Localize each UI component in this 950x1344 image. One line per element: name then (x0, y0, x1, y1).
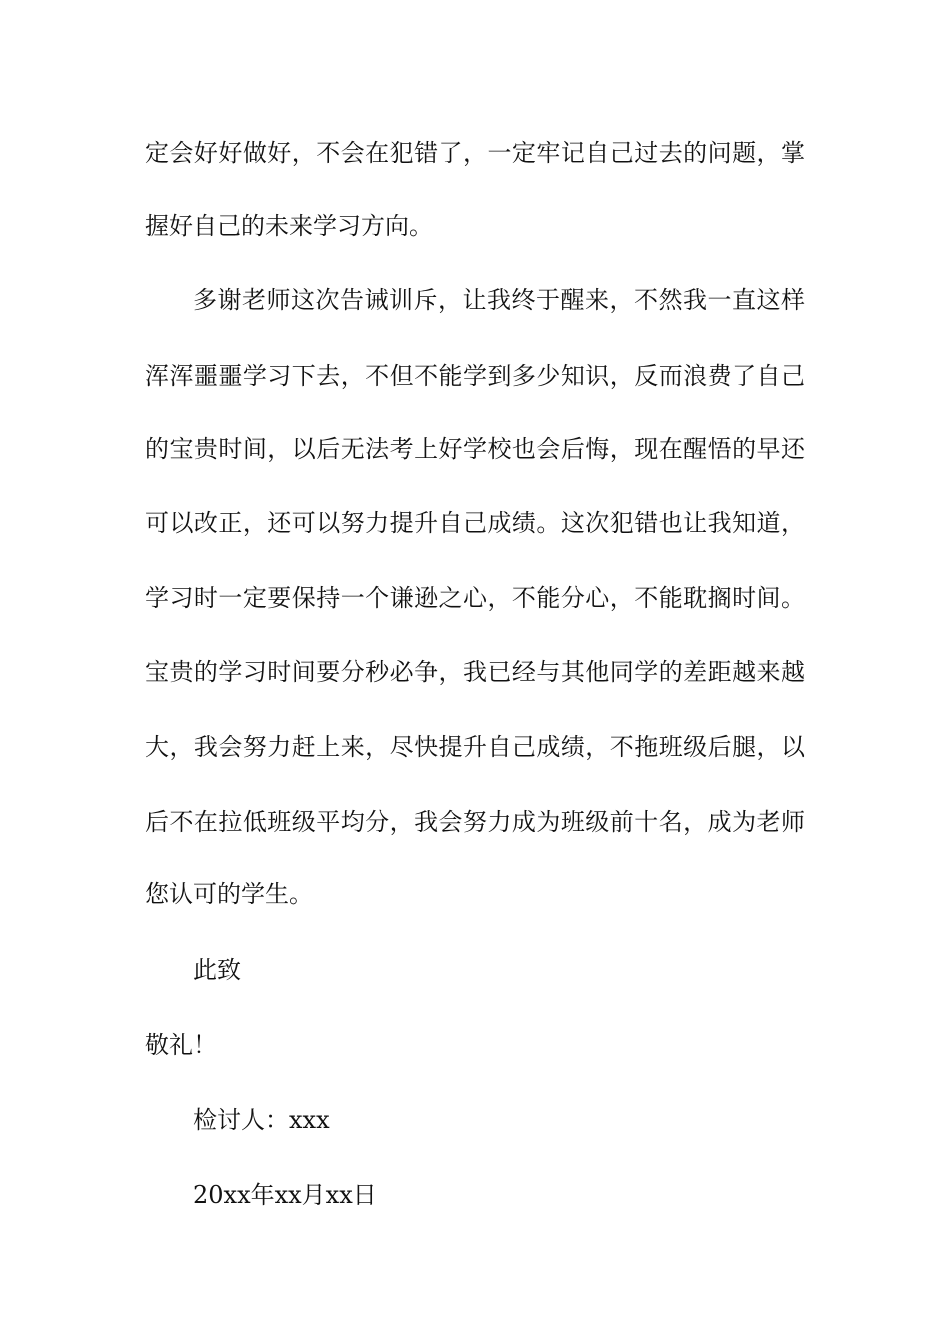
paragraph-2-line-1: 多谢老师这次告诫训斥，让我终于醒来，不然我一直这样 (193, 286, 805, 314)
closing-respect: 敬礼！ (145, 1031, 217, 1059)
closing-salutation: 此致 (193, 956, 241, 984)
paragraph-2-line-2: 浑浑噩噩学习下去，不但不能学到多少知识，反而浪费了自己 (145, 362, 805, 390)
paragraph-2-line-3: 的宝贵时间，以后无法考上好学校也会后悔，现在醒悟的早还 (145, 435, 805, 463)
paragraph-1-line-1: 定会好好做好，不会在犯错了，一定牢记自己过去的问题，掌 (145, 139, 805, 167)
paragraph-2-line-5: 学习时一定要保持一个谦逊之心，不能分心，不能耽搁时间。 (145, 584, 805, 612)
document-date: 20xx年xx月xx日 (193, 1181, 377, 1209)
paragraph-2-line-8: 后不在拉低班级平均分，我会努力成为班级前十名，成为老师 (145, 808, 805, 836)
paragraph-2-line-6: 宝贵的学习时间要分秒必争，我已经与其他同学的差距越来越 (145, 658, 805, 686)
author-signature: 检讨人：xxx (193, 1106, 330, 1134)
paragraph-2-line-4: 可以改正，还可以努力提升自己成绩。这次犯错也让我知道， (145, 509, 805, 537)
paragraph-2-line-7: 大，我会努力赶上来，尽快提升自己成绩，不拖班级后腿，以 (145, 733, 805, 761)
paragraph-2-line-9: 您认可的学生。 (145, 880, 313, 908)
paragraph-1-line-2: 握好自己的未来学习方向。 (145, 212, 433, 240)
